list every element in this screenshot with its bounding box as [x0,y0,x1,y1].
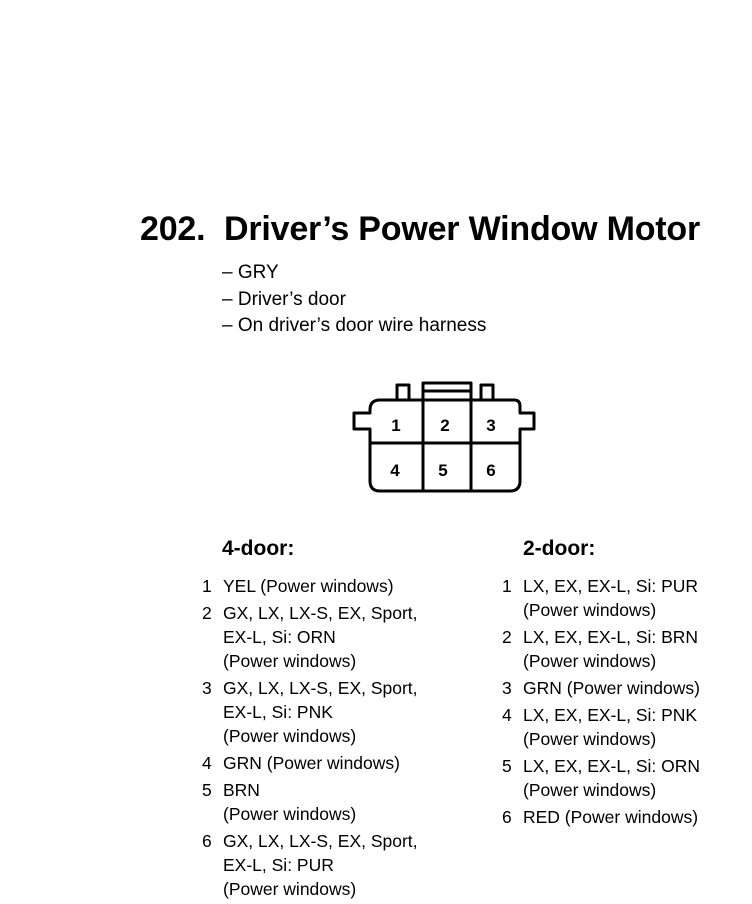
pin-description-line: (Power windows) [523,651,657,671]
pin-number: 1 [502,576,512,596]
pin-number: 6 [202,831,212,851]
two-door-pin-list [502,574,700,832]
pin-number: 3 [202,678,212,698]
pin-label-4: 4 [390,461,400,480]
pin-description-line: (Power windows) [223,726,357,746]
pin-description-line: EX-L, Si: PNK [223,702,333,722]
connector-color: – GRY [222,262,279,283]
two-door-pin-2 [502,625,700,673]
pin-number: 4 [202,753,212,773]
pin-description [523,805,698,829]
pin-description-line: GRN (Power windows) [223,753,400,773]
pin-description-line: (Power windows) [223,651,357,671]
pin-description-line: YEL (Power windows) [223,576,394,596]
pin-description-line: (Power windows) [523,780,657,800]
pin-number: 3 [502,678,512,698]
pin-label-5: 5 [438,461,448,480]
pin-number: 2 [202,603,212,623]
pin-number: 5 [502,756,512,776]
four-door-pin-list [202,574,418,904]
pin-description-line: (Power windows) [523,729,657,749]
pin-description [523,703,697,751]
pin-description-line: EX-L, Si: ORN [223,627,336,647]
pin-description [223,829,418,901]
pin-number: 2 [502,627,512,647]
connector-diagram [350,380,540,496]
pin-description-line: GRN (Power windows) [523,678,700,698]
component-number: 202. [140,210,206,248]
two-door-pin-3 [502,676,700,700]
four-door-pin-5 [202,778,418,826]
pin-number: 1 [202,576,212,596]
pin-description-line: (Power windows) [223,804,357,824]
pin-description-line: BRN [223,780,260,800]
two-door-heading: 2-door: [523,537,596,560]
four-door-pin-3 [202,676,418,748]
two-door-pin-5 [502,754,700,802]
pin-description [223,601,418,673]
pin-label-3: 3 [486,416,496,435]
connector-tab-left [397,385,409,400]
pin-label-1: 1 [391,416,401,435]
pin-number: 5 [202,780,212,800]
pin-description-line: (Power windows) [223,879,357,899]
pin-description-line: EX-L, Si: PUR [223,855,334,875]
pin-description [223,676,418,748]
four-door-pin-6 [202,829,418,901]
page-title [140,210,700,249]
pin-description-line: RED (Power windows) [523,807,699,827]
two-door-pin-6 [502,805,700,829]
four-door-heading: 4-door: [222,537,295,560]
pin-label-6: 6 [486,461,496,480]
pin-description-line: GX, LX, LX-S, EX, Sport, [223,603,418,623]
pin-description [223,574,394,598]
pin-description-line: GX, LX, LX-S, EX, Sport, [223,831,418,851]
pin-description [223,751,400,775]
pin-description-line: LX, EX, EX-L, Si: PUR [523,576,699,596]
four-door-pin-1 [202,574,418,598]
pin-number: 6 [502,807,512,827]
connector-details [222,260,486,340]
pin-description-line: (Power windows) [523,600,657,620]
pin-description-line: LX, EX, EX-L, Si: BRN [523,627,699,647]
connector-harness: – On driver’s door wire harness [222,315,487,336]
two-door-pin-4 [502,703,700,751]
pin-description-line: LX, EX, EX-L, Si: PNK [523,705,698,725]
pin-description-line: GX, LX, LX-S, EX, Sport, [223,678,418,698]
pin-description [523,676,700,700]
connector-location: – Driver’s door [222,288,346,310]
pin-description [523,625,698,673]
four-door-pin-4 [202,751,418,775]
four-door-pin-2 [202,601,418,673]
pin-description [223,778,356,826]
connector-tab-right [481,385,493,400]
pin-number: 4 [502,705,512,725]
component-name: Driver’s Power Window Motor [224,210,701,248]
two-door-pin-1 [502,574,700,622]
pin-description [523,754,700,802]
pin-label-2: 2 [440,416,450,435]
pin-description-line: LX, EX, EX-L, Si: ORN [523,756,700,776]
pin-description [523,574,698,622]
